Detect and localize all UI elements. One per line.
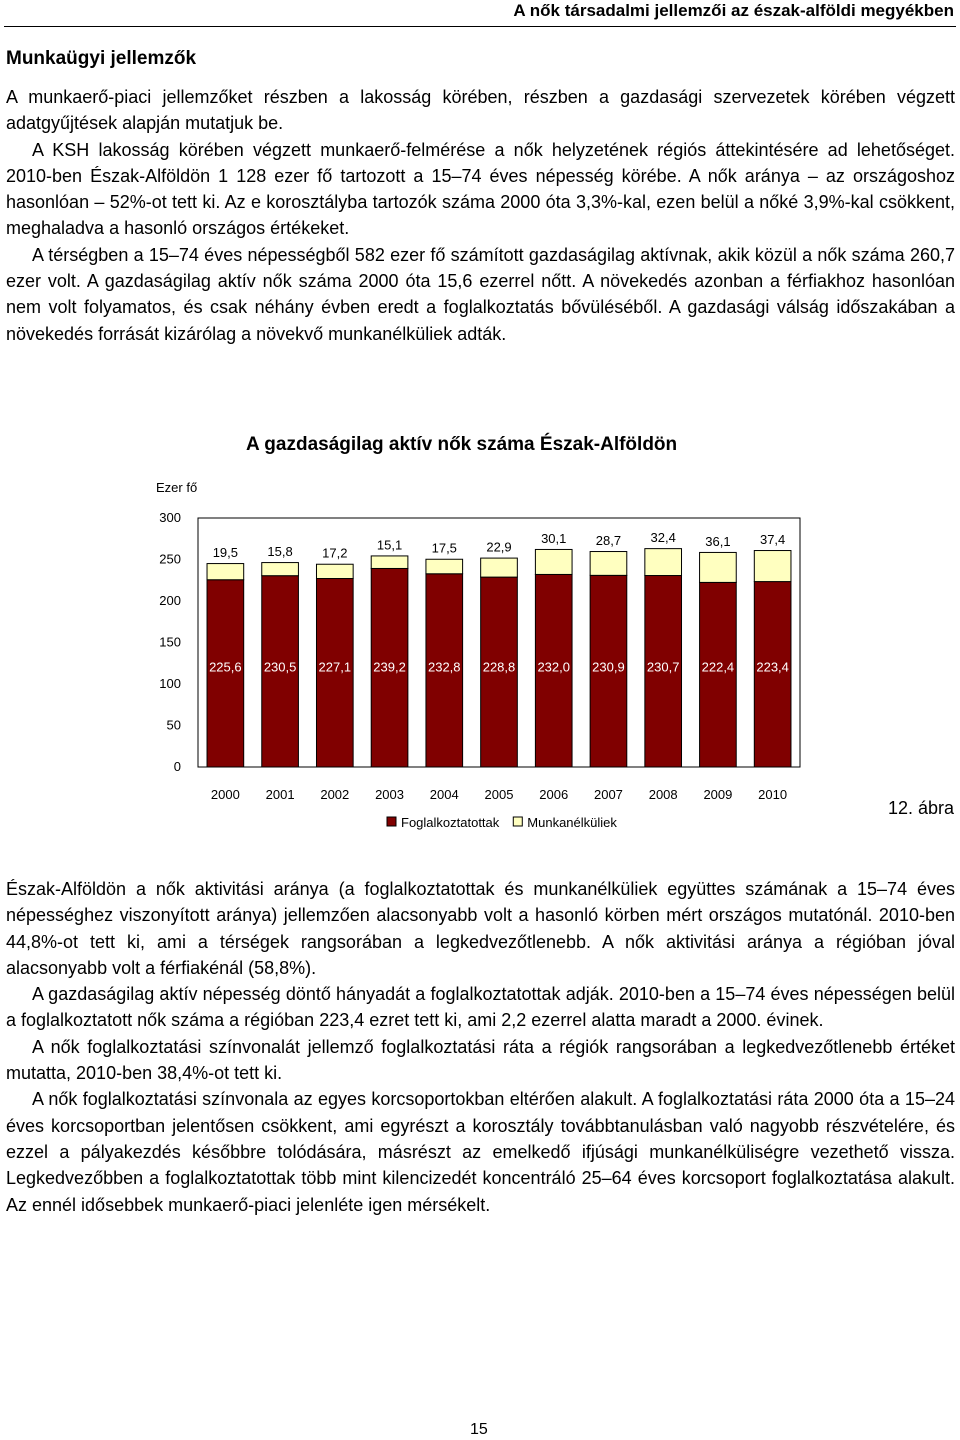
y-tick-label: 50 (166, 717, 181, 733)
y-tick-label: 300 (159, 510, 181, 525)
bar-munkanelkuliek (645, 549, 682, 576)
body-paragraph: A nők foglalkoztatási színvonalát jellemző foglalkoztatási ráta a régiók rangsorában a legkedvezőtlenebb értéket mutatta, 2010-ben 38,4%-ot tett ki. (6, 1036, 955, 1084)
data-label-foglalkoztatottak: 230,9 (592, 659, 625, 675)
x-tick-label: 2000 (210, 787, 240, 802)
data-label-munkanelkuliek: 17,5 (431, 540, 457, 556)
bar-munkanelkuliek (535, 549, 572, 574)
data-label-munkanelkuliek: 37,4 (759, 531, 786, 547)
header-rule (4, 26, 956, 27)
page-number: 15 (470, 1421, 488, 1438)
bar-munkanelkuliek (371, 556, 408, 569)
bar-munkanelkuliek (700, 552, 737, 582)
bar-munkanelkuliek (207, 564, 244, 580)
data-label-foglalkoztatottak: 239,2 (373, 659, 406, 675)
y-tick-label: 100 (159, 676, 181, 691)
bar-munkanelkuliek (754, 551, 791, 582)
intro-paragraph: A KSH lakosság körében végzett munkaerő-felmérése a nők helyzetének régiós áttekintésére ad lehetőséget. 2010-ben Észak-Alföldön 1 128 ezer fő tartozott a 15–74 éves népesség körébe. A nők aránya – az országoshoz hasonlóan – 52%-ot tett ki. Az e korosztályba tartozók száma 2000 óta 3,3%-kal, ezen belül a nőké 3,9%-kal csökkent, meghaladva a hasonló országos értékeket. (6, 139, 955, 239)
data-label-munkanelkuliek: 15,1 (376, 537, 403, 553)
data-label-foglalkoztatottak: 230,7 (646, 659, 680, 675)
data-label-foglalkoztatottak: 225,6 (209, 659, 242, 675)
bar-foglalkoztatottak (700, 582, 737, 767)
data-label-munkanelkuliek: 32,4 (650, 529, 676, 545)
data-label-foglalkoztatottak: 232,0 (537, 659, 571, 675)
body-text (6, 876, 955, 1218)
legend (387, 815, 617, 830)
chart-title: A gazdaságilag aktív nők száma Észak-Alföldön (246, 434, 678, 455)
x-tick-label: 2004 (429, 787, 459, 802)
legend-label: Munkanélküliek (527, 815, 617, 830)
y-tick-label: 0 (173, 759, 181, 774)
body-paragraph: A gazdaságilag aktív népesség döntő hányadát a foglalkoztatottak adják. 2010-ben a 15–74 éves népességen belül a foglalkoztatott nők száma a régióban 223,4 ezret tett ki, ami 2,2 ezerrel alatta maradt a 2000. évinek. (6, 984, 955, 1031)
bar-munkanelkuliek (316, 564, 353, 578)
x-tick-label: 2007 (593, 787, 623, 802)
x-axis (211, 787, 787, 802)
bar-munkanelkuliek (481, 558, 518, 577)
data-label-munkanelkuliek: 15,8 (267, 543, 293, 559)
y-tick-label: 250 (159, 551, 181, 567)
bar-munkanelkuliek (426, 559, 463, 574)
data-label-munkanelkuliek: 30,1 (541, 530, 567, 546)
x-tick-label: 2002 (320, 787, 350, 802)
intro-paragraph: A munkaerő-piaci jellemzőket részben a lakosság körében, részben a gazdasági szervezetek körében végzett adatgyűjtések alapján mutatjuk be. (6, 87, 955, 134)
data-label-munkanelkuliek: 22,9 (486, 539, 512, 555)
section-title: Munkaügyi jellemzők (6, 48, 197, 69)
x-tick-label: 2008 (648, 787, 678, 802)
body-paragraph: Észak-Alföldön a nők aktivitási aránya (a foglalkoztatottak és munkanélküliek együttes számának a 15–74 éves népességhez viszonyított aránya) jellemzően alacsonyabb volt a hasonló körben mért országos mutatónál. 2010-ben 44,8%-ot tett ki, ami a térségek rangsorában a legkedvezőtlenebb. A nők aktivitási aránya a régióban jóval alacsonyabb volt a férfiakénál (58,8%). (6, 879, 955, 978)
body-paragraph: A nők foglalkoztatási színvonala az egyes korcsoportokban eltérően alakult. A foglalkoztatási ráta 2000 óta a 15–24 éves korcsoportban jelentősen csökkent, ami egyrészt a korosztály továbbtanulásban való nagyobb részvételére, és ezzel a pályakezdés későbbre tolódására, másrészt az emelkedő ifjúsági munkanélküliségre vezethető vissza. Legkedvezőbben a foglalkoztatottak több mint kilencizedét koncentráló 25–64 éves korcsoport foglalkoztatása alakult. Az ennél idősebbek munkaerő-piaci jelenléte igen mérsékelt. (6, 1089, 955, 1215)
data-label-foglalkoztatottak: 227,1 (318, 659, 352, 675)
data-label-foglalkoztatottak: 232,8 (427, 659, 461, 675)
y-tick-label: 200 (159, 593, 181, 608)
y-axis (159, 510, 181, 774)
plot-area (198, 518, 800, 767)
x-tick-label: 2006 (539, 787, 569, 802)
intro-text (6, 84, 955, 347)
data-label-foglalkoztatottak: 222,4 (701, 659, 735, 675)
x-tick-label: 2010 (758, 787, 788, 802)
bar-munkanelkuliek (262, 563, 299, 576)
intro-paragraph: A térségben a 15–74 éves népességből 582 ezer fő számított gazdaságilag aktívnak, akik közül a nők száma 260,7 ezer volt. A gazdaságilag aktív nők száma 2000 óta 15,6 ezerrel nőtt. A növekedés azonban a férfiakhoz hasonlóan nem volt folyamatos, és csak néhány évben eredt a foglalkoztatás bővüléséből. A gazdasági válság időszakában a növekedés forrását kizárólag a növekvő munkanélküliek adták. (6, 244, 955, 344)
x-tick-label: 2005 (484, 787, 514, 802)
bar-munkanelkuliek (590, 552, 627, 576)
data-label-foglalkoztatottak: 230,5 (263, 659, 297, 675)
legend-label: Foglalkoztatottak (401, 815, 500, 830)
data-label-munkanelkuliek: 17,2 (322, 545, 348, 561)
data-label-munkanelkuliek: 28,7 (595, 532, 622, 548)
data-label-foglalkoztatottak: 228,8 (482, 659, 516, 675)
running-header: A nők társadalmi jellemzői az észak-alföldi megyékben (513, 1, 954, 20)
x-tick-label: 2001 (265, 787, 295, 802)
data-label-munkanelkuliek: 36,1 (705, 533, 731, 549)
legend-swatch (387, 817, 396, 826)
data-label-munkanelkuliek: 19,5 (212, 544, 239, 560)
x-tick-label: 2003 (375, 787, 405, 802)
figure-number: 12. ábra (887, 798, 954, 818)
x-tick-label: 2009 (703, 787, 733, 802)
stacked-bar-chart (0, 470, 960, 850)
legend-swatch (513, 817, 522, 826)
y-tick-label: 150 (159, 634, 181, 650)
data-label-foglalkoztatottak: 223,4 (756, 659, 789, 675)
y-axis-title: Ezer fő (156, 480, 198, 495)
